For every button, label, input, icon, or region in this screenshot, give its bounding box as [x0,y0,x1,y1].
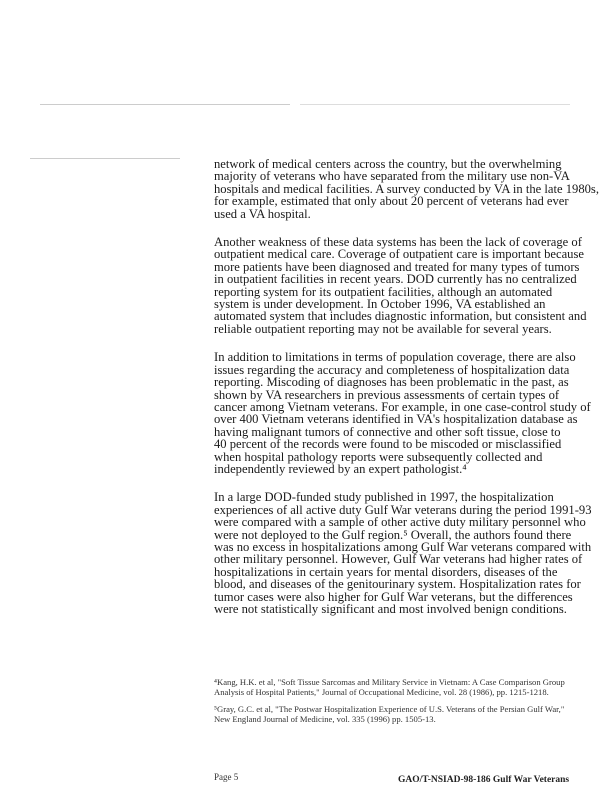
paragraph-line: system is under development. In October 1996, VA established an [214,297,546,312]
paragraph [214,351,609,475]
paragraph-line: used a VA hospital. [214,206,311,221]
report-identifier: GAO/T-NSIAD-98-186 Gulf War Veterans [398,775,570,785]
scan-artifact-line [300,104,570,105]
footnotes [214,678,604,732]
paragraph-line: majority of veterans who have separated from the military use non-VA [214,169,570,184]
footnote-line: Analysis of Hospital Patients," Journal of Occupational Medicine, vol. 28 (1986), pp. 1215-1218. [214,686,549,697]
page-number: Page 5 [214,772,239,782]
paragraph-line: were not statistically significant and most involved benign conditions. [214,602,567,616]
paragraph-line: shown by VA researchers in previous assessments of certain types of [214,387,560,402]
paragraph-line: 40 percent of the records were found to be miscoded or misclassified [214,437,562,452]
paragraph-line: for example, estimated that only about 20 percent of veterans had ever [214,194,569,209]
paragraph-line: network of medical centers across the country, but the overwhelming [214,157,562,171]
paragraph-line: automated system that includes diagnostic information, but consistent and [214,309,587,324]
paragraph-line: when hospital pathology reports were subsequently collected and [214,449,543,464]
paragraph-line: other military personnel. However, Gulf War veterans had higher rates of [214,552,583,567]
paragraph-line: reporting system for its outpatient facilities, although an automated [214,284,553,299]
paragraph-line: hospitals and medical facilities. A survey conducted by VA in the late 1980s, [214,181,599,196]
paragraph-line: Another weakness of these data systems has been the lack of coverage of [214,235,582,250]
paragraph-line: reliable outpatient reporting may not be available for several years. [214,321,552,336]
paragraph-line: experiences of all active duty Gulf War veterans during the period 1991-93 [214,502,592,517]
paragraph-line: hospitalizations in certain years for mental disorders, diseases of the [214,564,558,579]
paragraph-line: cancer among Vietnam veterans. For example, in one case-control study of [214,399,591,414]
footnote [214,678,604,697]
paragraph [214,491,609,615]
footnote [214,705,604,724]
footnote-line: New England Journal of Medicine, vol. 335 (1996) pp. 1505-13. [214,713,436,724]
paragraph [214,236,609,335]
paragraph-line: reporting. Miscoding of diagnoses has been problematic in the past, as [214,375,569,390]
paragraph-line: issues regarding the accuracy and completeness of hospitalization data [214,362,570,377]
scan-artifact-line [40,104,290,105]
paragraph-line: having malignant tumors of connective and other soft tissue, close to [214,424,561,439]
paragraph-line: independently reviewed by an expert pathologist.⁴ [214,461,467,476]
paragraph-line: more patients have been diagnosed and treated for many types of tumors [214,259,580,274]
paragraph-line: tumor cases were also higher for Gulf War veterans, but the differences [214,589,573,604]
paragraph-line: were compared with a sample of other active duty military personnel who [214,515,586,530]
paragraph [214,158,609,220]
paragraph-line: in outpatient facilities in recent years. DOD currently has no centralized [214,272,577,287]
paragraph-line: was no excess in hospitalizations among Gulf War veterans compared with [214,539,592,554]
scan-artifact-line [30,158,180,159]
footnote-line: ⁵Gray, G.C. et al, "The Postwar Hospitalization Experience of U.S. Veterans of the Persian Gulf War," [214,704,565,715]
paragraph-line: over 400 Vietnam veterans identified in VA's hospitalization database as [214,412,578,427]
document-body [214,158,609,631]
paragraph-line: were not deployed to the Gulf region.⁵ Overall, the authors found there [214,527,572,542]
paragraph-line: In a large DOD-funded study published in 1997, the hospitalization [214,490,554,505]
paragraph-line: blood, and diseases of the genitourinary system. Hospitalization rates for [214,577,581,592]
paragraph-line: In addition to limitations in terms of population coverage, there are also [214,350,576,365]
footnote-line: ⁴Kang, H.K. et al, "Soft Tissue Sarcomas and Military Service in Vietnam: A Case Comparison Group [214,677,565,687]
paragraph-line: outpatient medical care. Coverage of outpatient care is important because [214,247,584,262]
